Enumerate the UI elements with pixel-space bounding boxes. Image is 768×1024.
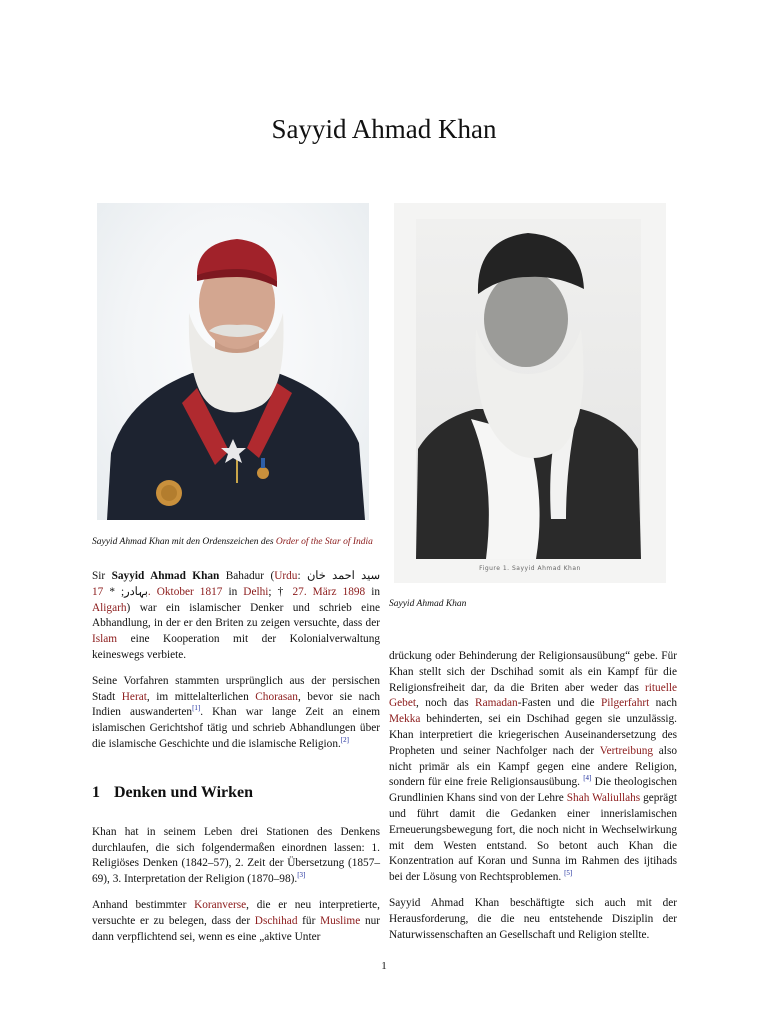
portrait-color-drawing — [97, 203, 369, 520]
delhi-link[interactable]: Delhi — [243, 585, 269, 598]
vertreibung-link[interactable]: Vertreibung — [599, 744, 654, 757]
reference-2[interactable]: [2] — [340, 736, 349, 745]
order-star-of-india-link[interactable]: Order of the Star of India — [275, 537, 373, 547]
para2-text-2: , im mittelalterlichen — [146, 690, 256, 703]
intro-text-5: ; † — [268, 585, 293, 598]
para5-text-6: also nicht primär als ein Kampf gegen eine andere Religion, sondern für eine freie Religionsausübung. — [389, 744, 677, 789]
stations-paragraph — [92, 825, 380, 888]
intro-text-4: in — [222, 585, 244, 598]
natural-sciences-paragraph: Sayyid Ahmad Khan beschäftigte sich auch mit der Herausforderung, die die neu entstehende Disziplin der Naturwissenschaften an Gesellschaft und Religion stellte. — [389, 896, 677, 941]
para2-text-3: , bevor sie nach Indien auswanderten — [92, 690, 380, 719]
para3-text: Khan hat in seinem Leben drei Stationen des Denkens durchlaufen, die sich folgendermaßen einordnen lassen: 1. Religiöses Denken (1842–57), 2. Zeit der Übersetzung (1857–69), 3. Interpretation der Religion (1870–98). — [92, 825, 380, 886]
herat-link[interactable]: Herat — [121, 690, 147, 703]
portrait-color-image — [97, 203, 369, 520]
portrait-bw-image — [394, 203, 666, 583]
reference-4[interactable]: [4] — [583, 774, 592, 783]
dschihad-link[interactable]: Dschihad — [254, 914, 298, 927]
reference-5[interactable]: [5] — [564, 869, 573, 878]
page-number: 1 — [381, 960, 387, 972]
left-column — [92, 203, 380, 955]
ramadan-link[interactable]: Ramadan — [475, 697, 518, 710]
para4-text-4: nur dann verpflichtend sei, wenn es eine „aktive Unter — [92, 914, 380, 943]
shah-waliullah-link[interactable]: Shah Waliullahs — [566, 792, 641, 805]
subject-name: Sayyid Ahmad Khan — [111, 570, 220, 582]
reference-1[interactable]: [1] — [192, 704, 201, 713]
mekka-link[interactable]: Mekka — [389, 713, 421, 726]
para5-text-4: nach — [649, 697, 677, 710]
portrait-bw-drawing — [416, 219, 641, 559]
intro-paragraph — [92, 569, 380, 664]
page-title: Sayyid Ahmad Khan — [271, 114, 497, 144]
muslime-link[interactable]: Muslime — [320, 914, 361, 927]
para5-text-5: behinderten, sei ein Dschihad gegen sie unzulässig. Khan interpretiert die kriegerischen Auseinandersetzung des Propheten und seiner Nachfolger nach der — [389, 713, 677, 757]
rituelle-gebet-link[interactable]: rituelle Gebet — [389, 681, 677, 710]
figure-portrait-color — [92, 203, 380, 549]
para5-text-3: -Fasten und die — [517, 697, 601, 710]
figure-caption-left — [92, 535, 380, 549]
reference-3[interactable]: [3] — [297, 871, 306, 880]
intro-text-8: eine Kooperation mit der Kolonialverwaltung keineswegs verbiete. — [92, 633, 380, 661]
intro-text-2: Bahadur ( — [219, 570, 275, 582]
intro-text-3: : سید احمد خان بہادر; * — [103, 570, 380, 598]
koranverse-link[interactable]: Koranverse — [194, 898, 247, 911]
para5-text-8: geprägt und führt damit die Gedanken einer innerislamischen Erneuerungsbewegung fort, die noch nicht in Wechselwirkung mit dem Westen entstand. So betont auch Khan die Konzentration auf Koran und Sunna im Rahmen des ijtihads bei der Lösung von Rechtsproblemen. — [389, 792, 677, 884]
intro-text-1: Sir — [92, 570, 112, 582]
chorasan-link[interactable]: Chorasan — [255, 690, 298, 703]
intro-text-6: in — [365, 585, 381, 598]
para4-text-2: , die er neu interpretierte, versuchte er zu belegen, dass der — [92, 898, 380, 927]
islam-link[interactable]: Islam — [92, 633, 118, 646]
birth-date-link[interactable]: 17. Oktober 1817 — [92, 585, 223, 598]
figure-inner-label: Figure 1. Sayyid Ahmad Khan — [479, 565, 581, 572]
para2-text-4: . Khan war lange Zeit an einem islamischen Gerichtshof tätig und schrieb Abhandlungen über die islamische Geschichte und die islamische Religion. — [92, 706, 381, 750]
ancestry-paragraph — [92, 674, 380, 753]
urdu-link[interactable]: Urdu — [274, 570, 298, 582]
portrait-bw-frame — [416, 219, 641, 559]
aligarh-link[interactable]: Aligarh — [92, 601, 127, 614]
caption-text: Sayyid Ahmad Khan mit den Ordenszeichen des — [92, 537, 276, 547]
para5-text-1: drückung oder Behinderung der Religionsausübung“ gebe. Für Khan stellt sich der Dschihad somit als ein Kampf für die Religionsfreiheit dar, da die Briten aber weder das — [389, 650, 677, 694]
section-title: Denken und Wirken — [114, 783, 254, 801]
intro-text-7: ) war ein islamischer Denker und schrieb eine Abhandlung, in der er den Briten zu zeigen versuchte, dass der — [92, 601, 380, 630]
figure-caption-right: Sayyid Ahmad Khan — [389, 599, 467, 609]
death-date-link[interactable]: 27. März 1898 — [292, 585, 366, 598]
para5-text-2: , noch das — [415, 697, 476, 710]
section-heading — [92, 783, 380, 803]
koran-paragraph — [92, 898, 380, 945]
para2-text-1: Seine Vorfahren stammten ursprünglich aus der persischen Stadt — [92, 674, 380, 703]
para5-text-7: Die theologischen Grundlinien Khans sind von der Lehre — [389, 776, 677, 805]
right-column — [389, 203, 677, 953]
para4-text-1: Anhand bestimmter — [92, 898, 195, 911]
section-number: 1 — [92, 783, 100, 801]
para4-text-3: für — [297, 914, 321, 927]
pilgerfahrt-link[interactable]: Pilgerfahrt — [600, 697, 650, 710]
figure-portrait-bw — [389, 203, 677, 611]
dschihad-paragraph — [389, 649, 677, 886]
